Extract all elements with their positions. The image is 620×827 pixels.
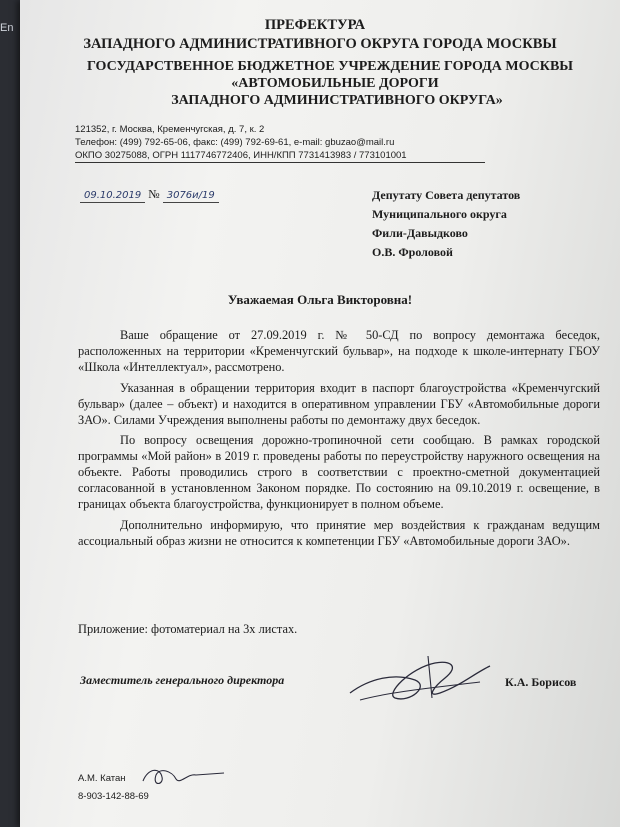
- body-paragraph: Дополнительно информирую, что принятие мер воздействия к гражданам ведущим ассоциальный образ жизни не относится к компетенции ГБУ «Автомобильные дороги ЗАО».: [78, 517, 600, 548]
- address-line: 121352, г. Москва, Кременчугская, д. 7, к. 2: [75, 124, 265, 135]
- outgoing-date: 09.10.2019: [80, 190, 145, 203]
- handwritten-signature: [340, 648, 500, 718]
- executor-signature: [138, 763, 228, 791]
- executor-name: А.М. Катан: [78, 773, 126, 784]
- addressee-line: Депутату Совета депутатов: [372, 188, 521, 202]
- outgoing-reference: [80, 187, 219, 203]
- attachment-note: Приложение: фотоматериал на 3х листах.: [78, 622, 298, 636]
- executor-phone: 8-903-142-88-69: [78, 791, 149, 802]
- body-paragraph: По вопросу освещения дорожно-тропиночной сети сообщаю. В рамках городской программы «Мой район» в 2019 г. проведены работы по переустройству наружного освещения на объекте. Работы проводились строго в соответствии с проектно-сметной документацией согласованной в установленном Законом порядке. По состоянию на 09.10.2019 г. освещение, в границах объекта благоустройства, функционирует в полном объеме.: [78, 433, 600, 512]
- background-edge-text: En: [0, 22, 14, 34]
- letter-sheet: [20, 0, 620, 827]
- body-paragraph: Ваше обращение от 27.09.2019 г. № 50-СД по вопросу демонтажа беседок, расположенных на территории «Кременчугский бульвар», на подходе к школе-интернату ГБОУ «Школа «Интеллектуал», рассмотрено.: [78, 328, 600, 374]
- outgoing-number: 3076и/19: [163, 190, 219, 203]
- addressee-block: [372, 186, 520, 262]
- letter-body: [78, 328, 600, 555]
- letterhead-prefecture: ПРЕФЕКТУРА: [264, 17, 366, 33]
- registry-codes-line: ОКПО 30275088, ОГРН 1117746772406, ИНН/КПП 7731413983 / 773101001: [75, 150, 407, 161]
- phone-text: Телефон: (499) 792-65-06, факс: (499) 792-69-61, e-mail:: [75, 137, 326, 148]
- addressee-line: О.В. Фроловой: [372, 245, 453, 259]
- addressee-line: Фили-Давыдково: [372, 226, 468, 240]
- signer-position: Заместитель генерального директора: [80, 673, 285, 687]
- number-sign: №: [148, 187, 160, 201]
- letterhead-district: ЗАПАДНОГО АДМИНИСТРАТИВНОГО ОКРУГА ГОРОДА МОСКВЫ: [83, 36, 557, 52]
- phone-line: [75, 136, 407, 149]
- email-text: gbuzao@mail.ru: [325, 137, 395, 148]
- letterhead-divider: [75, 162, 485, 163]
- salutation: Уважаемая Ольга Викторовна!: [227, 292, 413, 307]
- letterhead-institution: ГОСУДАРСТВЕННОЕ БЮДЖЕТНОЕ УЧРЕЖДЕНИЕ ГОРОДА МОСКВЫ: [86, 59, 574, 74]
- letterhead-org-name-2: ЗАПАДНОГО АДМИНИСТРАТИВНОГО ОКРУГА»: [171, 93, 503, 108]
- letterhead-org-name: «АВТОМОБИЛЬНЫЕ ДОРОГИ: [231, 76, 439, 91]
- signer-name: К.А. Борисов: [505, 675, 577, 689]
- contact-block: [75, 123, 407, 162]
- body-paragraph: Указанная в обращении территория входит в паспорт благоустройства «Кременчугский бульвар» (далее – объект) и находится в оперативном управлении ГБУ «Автомобильные дороги ЗАО». Силами Учреждения выполнены работы по демонтажу двух беседок.: [78, 380, 600, 427]
- addressee-line: Муниципального округа: [372, 207, 507, 221]
